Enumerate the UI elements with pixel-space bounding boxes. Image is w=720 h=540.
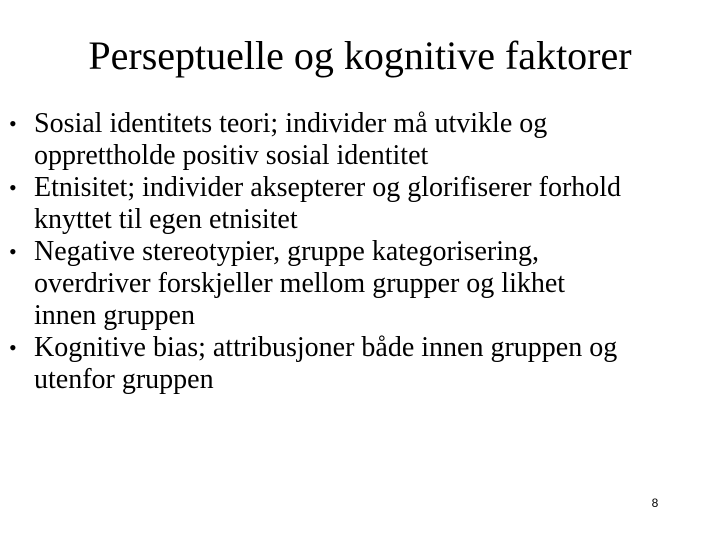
- bullet-text: Etnisitet; individer aksepterer og glorifiserer forhold knyttet til egen etnisitet: [34, 172, 622, 235]
- bullet-list: [0, 108, 720, 396]
- bullet-item: [0, 108, 720, 172]
- page-number: 8: [651, 496, 659, 510]
- bullet-icon: •: [9, 111, 17, 136]
- bullet-item: [0, 236, 720, 332]
- bullet-item: [0, 332, 720, 396]
- bullet-text: Kognitive bias; attribusjoner både innen gruppen og utenfor gruppen: [34, 332, 618, 395]
- bullet-item: [0, 172, 720, 236]
- slide-title: Perseptuelle og kognitive faktorer: [88, 33, 632, 78]
- bullet-text: Sosial identitets teori; individer må utvikle og opprettholde positiv sosial identitet: [34, 108, 548, 171]
- bullet-icon: •: [9, 335, 17, 360]
- bullet-icon: •: [9, 175, 17, 200]
- bullet-icon: •: [9, 239, 17, 264]
- bullet-text: Negative stereotypier, gruppe kategorisering, overdriver forskjeller mellom grupper og likhet innen gruppen: [34, 236, 566, 331]
